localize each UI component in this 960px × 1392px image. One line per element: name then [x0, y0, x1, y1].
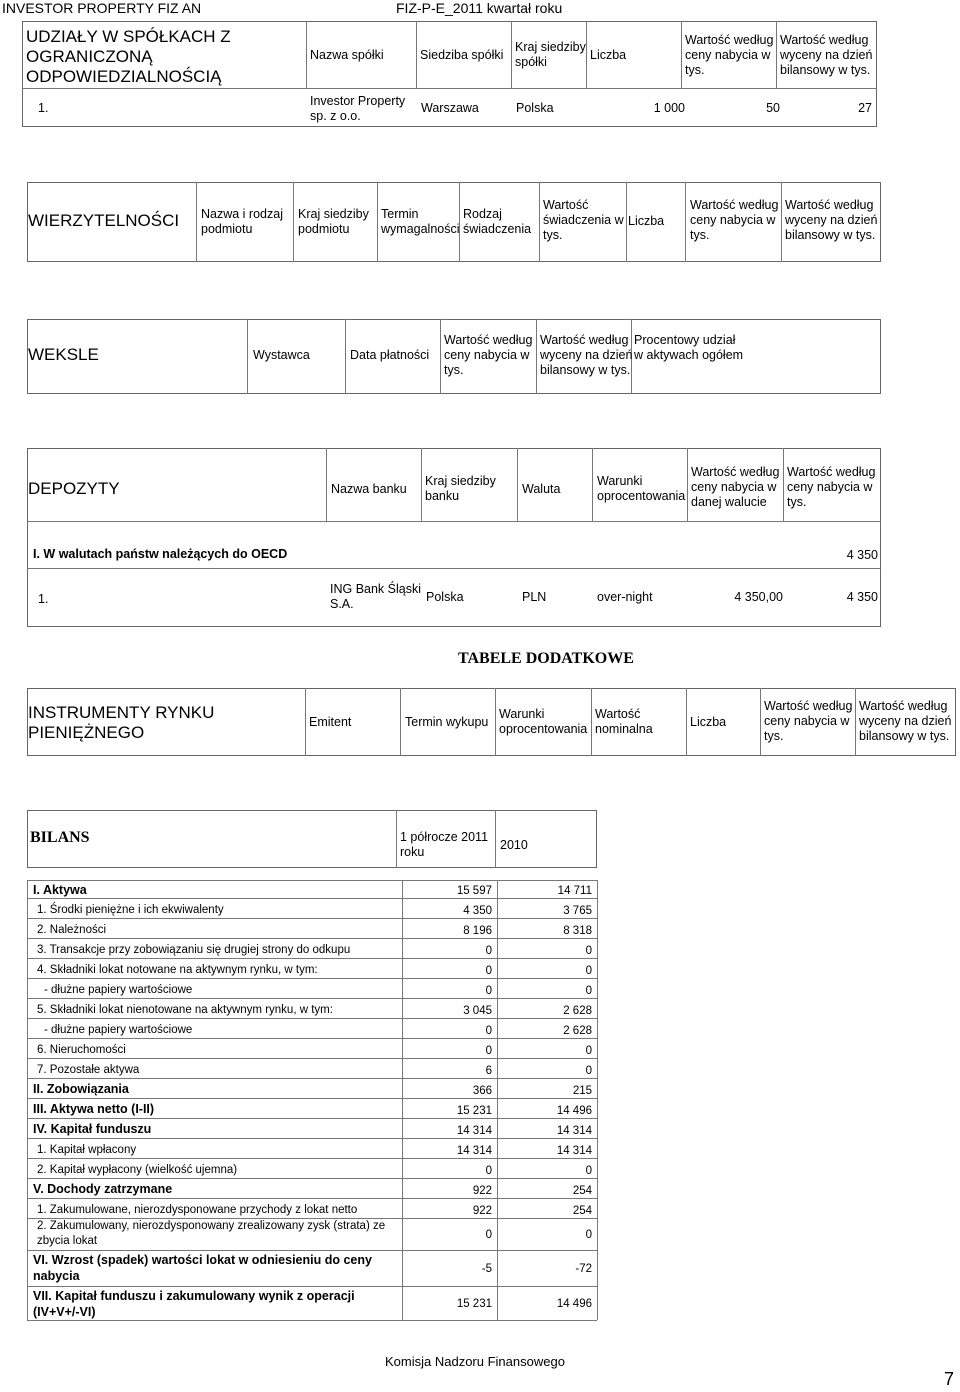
depozyty-group-label: I. W walutach państw należących do OECD — [33, 547, 288, 561]
instrumenty-col-5: Wartość według ceny nabycia w tys. — [764, 699, 853, 743]
udzialy-col-valuation: Wartość według wyceny na dzień bilansowy w tys. — [780, 33, 873, 77]
header-fund-name: INVESTOR PROPERTY FIZ AN — [2, 0, 202, 16]
bilans-row-label: VII. Kapitał funduszu i zakumulowany wynik z operacji (IV+V+/-VI) — [33, 1289, 355, 1319]
depozyty-col-1: Kraj siedziby banku — [425, 474, 496, 503]
bilans-row-v2: 3 765 — [563, 905, 592, 917]
instrumenty-col-6: Wartość według wyceny na dzień bilansowy w tys. — [859, 699, 952, 743]
bilans-col-period2: 2010 — [500, 838, 528, 852]
wierzytelnosci-col-6: Wartość według ceny nabycia w tys. — [690, 198, 779, 242]
bilans-row-label: IV. Kapitał funduszu — [33, 1122, 152, 1136]
wierzytelnosci-title: WIERZYTELNOŚCI — [28, 211, 180, 230]
bilans-row-v1: 15 231 — [456, 1298, 492, 1310]
bilans-row-v1: 6 — [485, 1065, 492, 1077]
weksle-col-2: Wartość według ceny nabycia w tys. — [444, 333, 533, 377]
depozyty-group-value: 4 350 — [846, 548, 878, 562]
bilans-row-v1: 0 — [485, 965, 492, 977]
bilans-row-v1: 3 045 — [463, 1005, 492, 1017]
instrumenty-col-4: Liczba — [690, 715, 727, 729]
bilans-row-v2: 14 496 — [556, 1298, 592, 1310]
bilans-row-v2: 0 — [585, 985, 592, 997]
wierzytelnosci-col-3: Rodzaj świadczenia — [463, 207, 532, 236]
wierzytelnosci-col-4: Wartość świadczenia w tys. — [543, 198, 624, 242]
bilans-row-label: I. Aktywa — [33, 883, 87, 897]
instrumenty-col-2: Warunki oprocentowania — [499, 707, 588, 736]
tabele-dodatkowe-title: TABELE DODATKOWE — [458, 650, 634, 667]
weksle-title: WEKSLE — [28, 345, 99, 364]
bilans-row-v2: 254 — [572, 1205, 592, 1217]
bilans-row-v2: 0 — [585, 1165, 592, 1177]
udzialy-row-count: 1 000 — [653, 101, 685, 115]
bilans-row-v1: 4 350 — [463, 905, 492, 917]
wierzytelnosci-col-0: Nazwa i rodzaj podmiotu — [201, 207, 283, 236]
udzialy-row-valuation: 27 — [858, 101, 872, 115]
bilans-row-v1: 14 314 — [456, 1125, 492, 1137]
depozyty-col-3: Warunki oprocentowania — [597, 474, 686, 503]
bilans-row-v1: -5 — [481, 1263, 492, 1275]
bilans-row-v2: 14 496 — [556, 1105, 592, 1117]
udzialy-col-name: Nazwa spółki — [310, 48, 384, 62]
depozyty-row-country: Polska — [426, 590, 464, 604]
instrumenty-col-0: Emitent — [309, 715, 352, 729]
depozyty-row-bank: ING Bank Śląski S.A. — [330, 582, 422, 611]
bilans-row-v2: 2 628 — [563, 1025, 592, 1037]
bilans-row-v2: 0 — [585, 1045, 592, 1057]
depozyty-row-value-cur: 4 350,00 — [734, 590, 783, 604]
bilans-row-v2: 0 — [585, 965, 592, 977]
udzialy-col-country: Kraj siedziby spółki — [515, 40, 586, 69]
udzialy-row-city: Warszawa — [421, 101, 479, 115]
depozyty-col-0: Nazwa banku — [331, 482, 407, 496]
weksle-col-0: Wystawca — [253, 348, 310, 362]
depozyty-col-4: Wartość według ceny nabycia w danej walucie — [691, 465, 780, 509]
footer-center: Komisja Nadzoru Finansowego — [385, 1354, 565, 1369]
bilans-row-v1: 0 — [485, 1025, 492, 1037]
bilans-row-v1: 0 — [485, 1045, 492, 1057]
wierzytelnosci-col-7: Wartość według wyceny na dzień bilansowy w tys. — [785, 198, 878, 242]
depozyty-row-lp: 1. — [38, 592, 49, 606]
bilans-row-v1: 0 — [485, 945, 492, 957]
udzialy-row-name: Investor Property sp. z o.o. — [310, 94, 406, 123]
bilans-row-v2: 14 314 — [556, 1145, 592, 1157]
weksle-col-1: Data płatności — [350, 348, 430, 362]
instrumenty-title: INSTRUMENTY RYNKU PIENIĘŻNEGO — [28, 703, 215, 742]
bilans-row-label: 6. Nieruchomości — [37, 1044, 126, 1056]
bilans-row-v1: 15 597 — [456, 885, 492, 897]
bilans-row-v1: 366 — [472, 1085, 492, 1097]
depozyty-row-value-tys: 4 350 — [846, 590, 878, 604]
udzialy-row-country: Polska — [516, 101, 554, 115]
bilans-row-v2: 8 318 — [563, 925, 592, 937]
bilans-row-v1: 14 314 — [456, 1145, 492, 1157]
bilans-row-v2: 2 628 — [563, 1005, 592, 1017]
bilans-row-label: - dłużne papiery wartościowe — [44, 1024, 193, 1036]
depozyty-title: DEPOZYTY — [28, 479, 120, 498]
bilans-row-label: III. Aktywa netto (I-II) — [33, 1102, 155, 1116]
depozyty-row-terms: over-night — [597, 590, 653, 604]
udzialy-row-cost: 50 — [766, 101, 780, 115]
weksle-col-4: Procentowy udział w aktywach ogółem — [634, 333, 744, 362]
wierzytelnosci-col-2: Termin wymagalności — [381, 207, 460, 236]
bilans-row-v2: 0 — [585, 1229, 592, 1241]
bilans-row-label: 4. Składniki lokat notowane na aktywnym rynku, w tym: — [37, 964, 318, 976]
bilans-row-label: 2. Zakumulowany, nierozdysponowany zrealizowany zysk (strata) ze zbycia lokat — [37, 1220, 386, 1247]
udzialy-title: UDZIAŁY W SPÓŁKACH Z OGRANICZONĄ ODPOWIEDZIALNOŚCIĄ — [26, 27, 231, 86]
bilans-title: BILANS — [30, 829, 90, 846]
bilans-row-label: 3. Transakcje przy zobowiązaniu się drugiej strony do odkupu — [37, 944, 351, 956]
bilans-row-label: VI. Wzrost (spadek) wartości lokat w odniesieniu do ceny nabycia — [33, 1253, 372, 1283]
bilans-row-v2: 0 — [585, 1065, 592, 1077]
bilans-row-label: 5. Składniki lokat nienotowane na aktywnym rynku, w tym: — [37, 1004, 333, 1016]
bilans-row-label: II. Zobowiązania — [33, 1082, 129, 1096]
bilans-row-v1: 922 — [472, 1185, 492, 1197]
weksle-col-3: Wartość według wyceny na dzień bilansowy w tys. — [540, 333, 633, 377]
bilans-row-label: 1. Kapitał wpłacony — [37, 1144, 137, 1156]
bilans-row-label: 1. Zakumulowane, nierozdysponowane przychody z lokat netto — [37, 1204, 358, 1216]
bilans-row-label: V. Dochody zatrzymane — [33, 1182, 173, 1196]
wierzytelnosci-col-5: Liczba — [628, 214, 665, 228]
depozyty-col-2: Waluta — [522, 482, 561, 496]
bilans-row-label: 2. Kapitał wypłacony (wielkość ujemna) — [37, 1164, 238, 1176]
header-report-id: FIZ-P-E_2011 kwartał roku — [396, 0, 563, 16]
bilans-row-v1: 15 231 — [456, 1105, 492, 1117]
depozyty-row-currency: PLN — [522, 590, 547, 604]
wierzytelnosci-col-1: Kraj siedziby podmiotu — [298, 207, 369, 236]
bilans-row-v2: 0 — [585, 945, 592, 957]
udzialy-row-lp: 1. — [38, 101, 49, 115]
bilans-row-label: 1. Środki pieniężne i ich ekwiwalenty — [37, 904, 224, 916]
bilans-row-label: 2. Należności — [37, 924, 107, 936]
bilans-row-v2: 254 — [572, 1185, 592, 1197]
bilans-row-v1: 0 — [485, 1229, 492, 1241]
bilans-row-v2: 215 — [572, 1085, 592, 1097]
udzialy-col-city: Siedziba spółki — [420, 48, 504, 62]
bilans-col-period1: 1 półrocze 2011 roku — [400, 830, 489, 859]
instrumenty-col-1: Termin wykupu — [405, 715, 489, 729]
page-number: 7 — [944, 1369, 955, 1389]
bilans-row-v2: -72 — [575, 1263, 592, 1275]
bilans-row-label: - dłużne papiery wartościowe — [44, 984, 193, 996]
bilans-row-v1: 0 — [485, 1165, 492, 1177]
bilans-row-label: 7. Pozostałe aktywa — [37, 1064, 140, 1076]
udzialy-col-count: Liczba — [590, 48, 627, 62]
bilans-row-v2: 14 314 — [556, 1125, 592, 1137]
depozyty-col-5: Wartość według ceny nabycia w tys. — [787, 465, 876, 509]
udzialy-col-cost: Wartość według ceny nabycia w tys. — [685, 33, 774, 77]
instrumenty-col-3: Wartość nominalna — [595, 707, 653, 736]
bilans-row-v1: 922 — [472, 1205, 492, 1217]
bilans-row-v2: 14 711 — [557, 885, 592, 897]
bilans-row-v1: 8 196 — [463, 925, 492, 937]
bilans-row-v1: 0 — [485, 985, 492, 997]
